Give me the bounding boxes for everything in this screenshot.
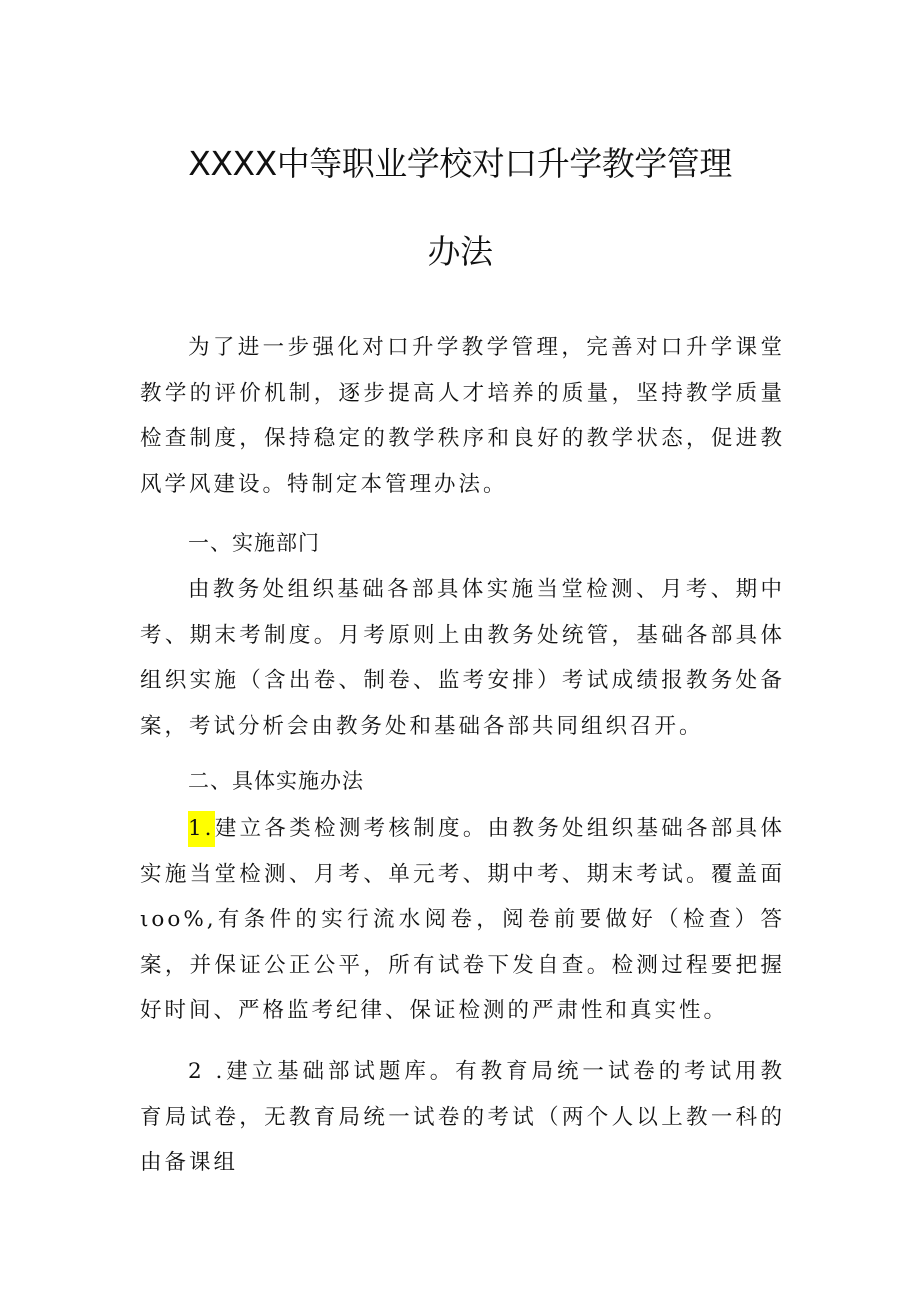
document-title-line-2: 办法: [427, 232, 493, 271]
section-2-item-2: 2 .建立基础部试题库。有教育局统一试卷的考试用教育局试卷，无教育局统一试卷的考试（两个人以上教一科的由备课组: [140, 1059, 785, 1175]
section-2-heading: 二、具体实施办法: [188, 769, 364, 793]
section-2-item-1: [140, 806, 785, 1034]
document-title-line-1: XXXX中等职业学校对口升学教学管理: [188, 144, 732, 183]
item-1-number-highlight: 1.: [188, 811, 215, 847]
section-1-paragraph: 由教务处组织基础各部具体实施当堂检测、月考、期中考、期末考制度。月考原则上由教务处统管，基础各部具体组织实施（含出卷、制卷、监考安排）考试成绩报教务处备案，考试分析会由教务处和基础各部共同组织召开。: [140, 577, 785, 739]
intro-paragraph: 为了进一步强化对口升学教学管理，完善对口升学课堂教学的评价机制，逐步提高人才培养的质量，坚持教学质量检查制度，保持稳定的教学秩序和良好的教学状态，促进教风学风建设。特制定本管理办法。: [140, 335, 785, 497]
item-1-text: 建立各类检测考核制度。由教务处组织基础各部具体实施当堂检测、月考、单元考、期中考、期末考试。覆盖面ιoo%,有条件的实行流水阅卷，阅卷前要做好（检查）答案，并保证公正公平，所有试卷下发自查。检测过程要把握好时间、严格监考纪律、保证检测的严肃性和真实性。: [140, 816, 785, 1023]
section-1-heading: 一、实施部门: [188, 531, 320, 555]
